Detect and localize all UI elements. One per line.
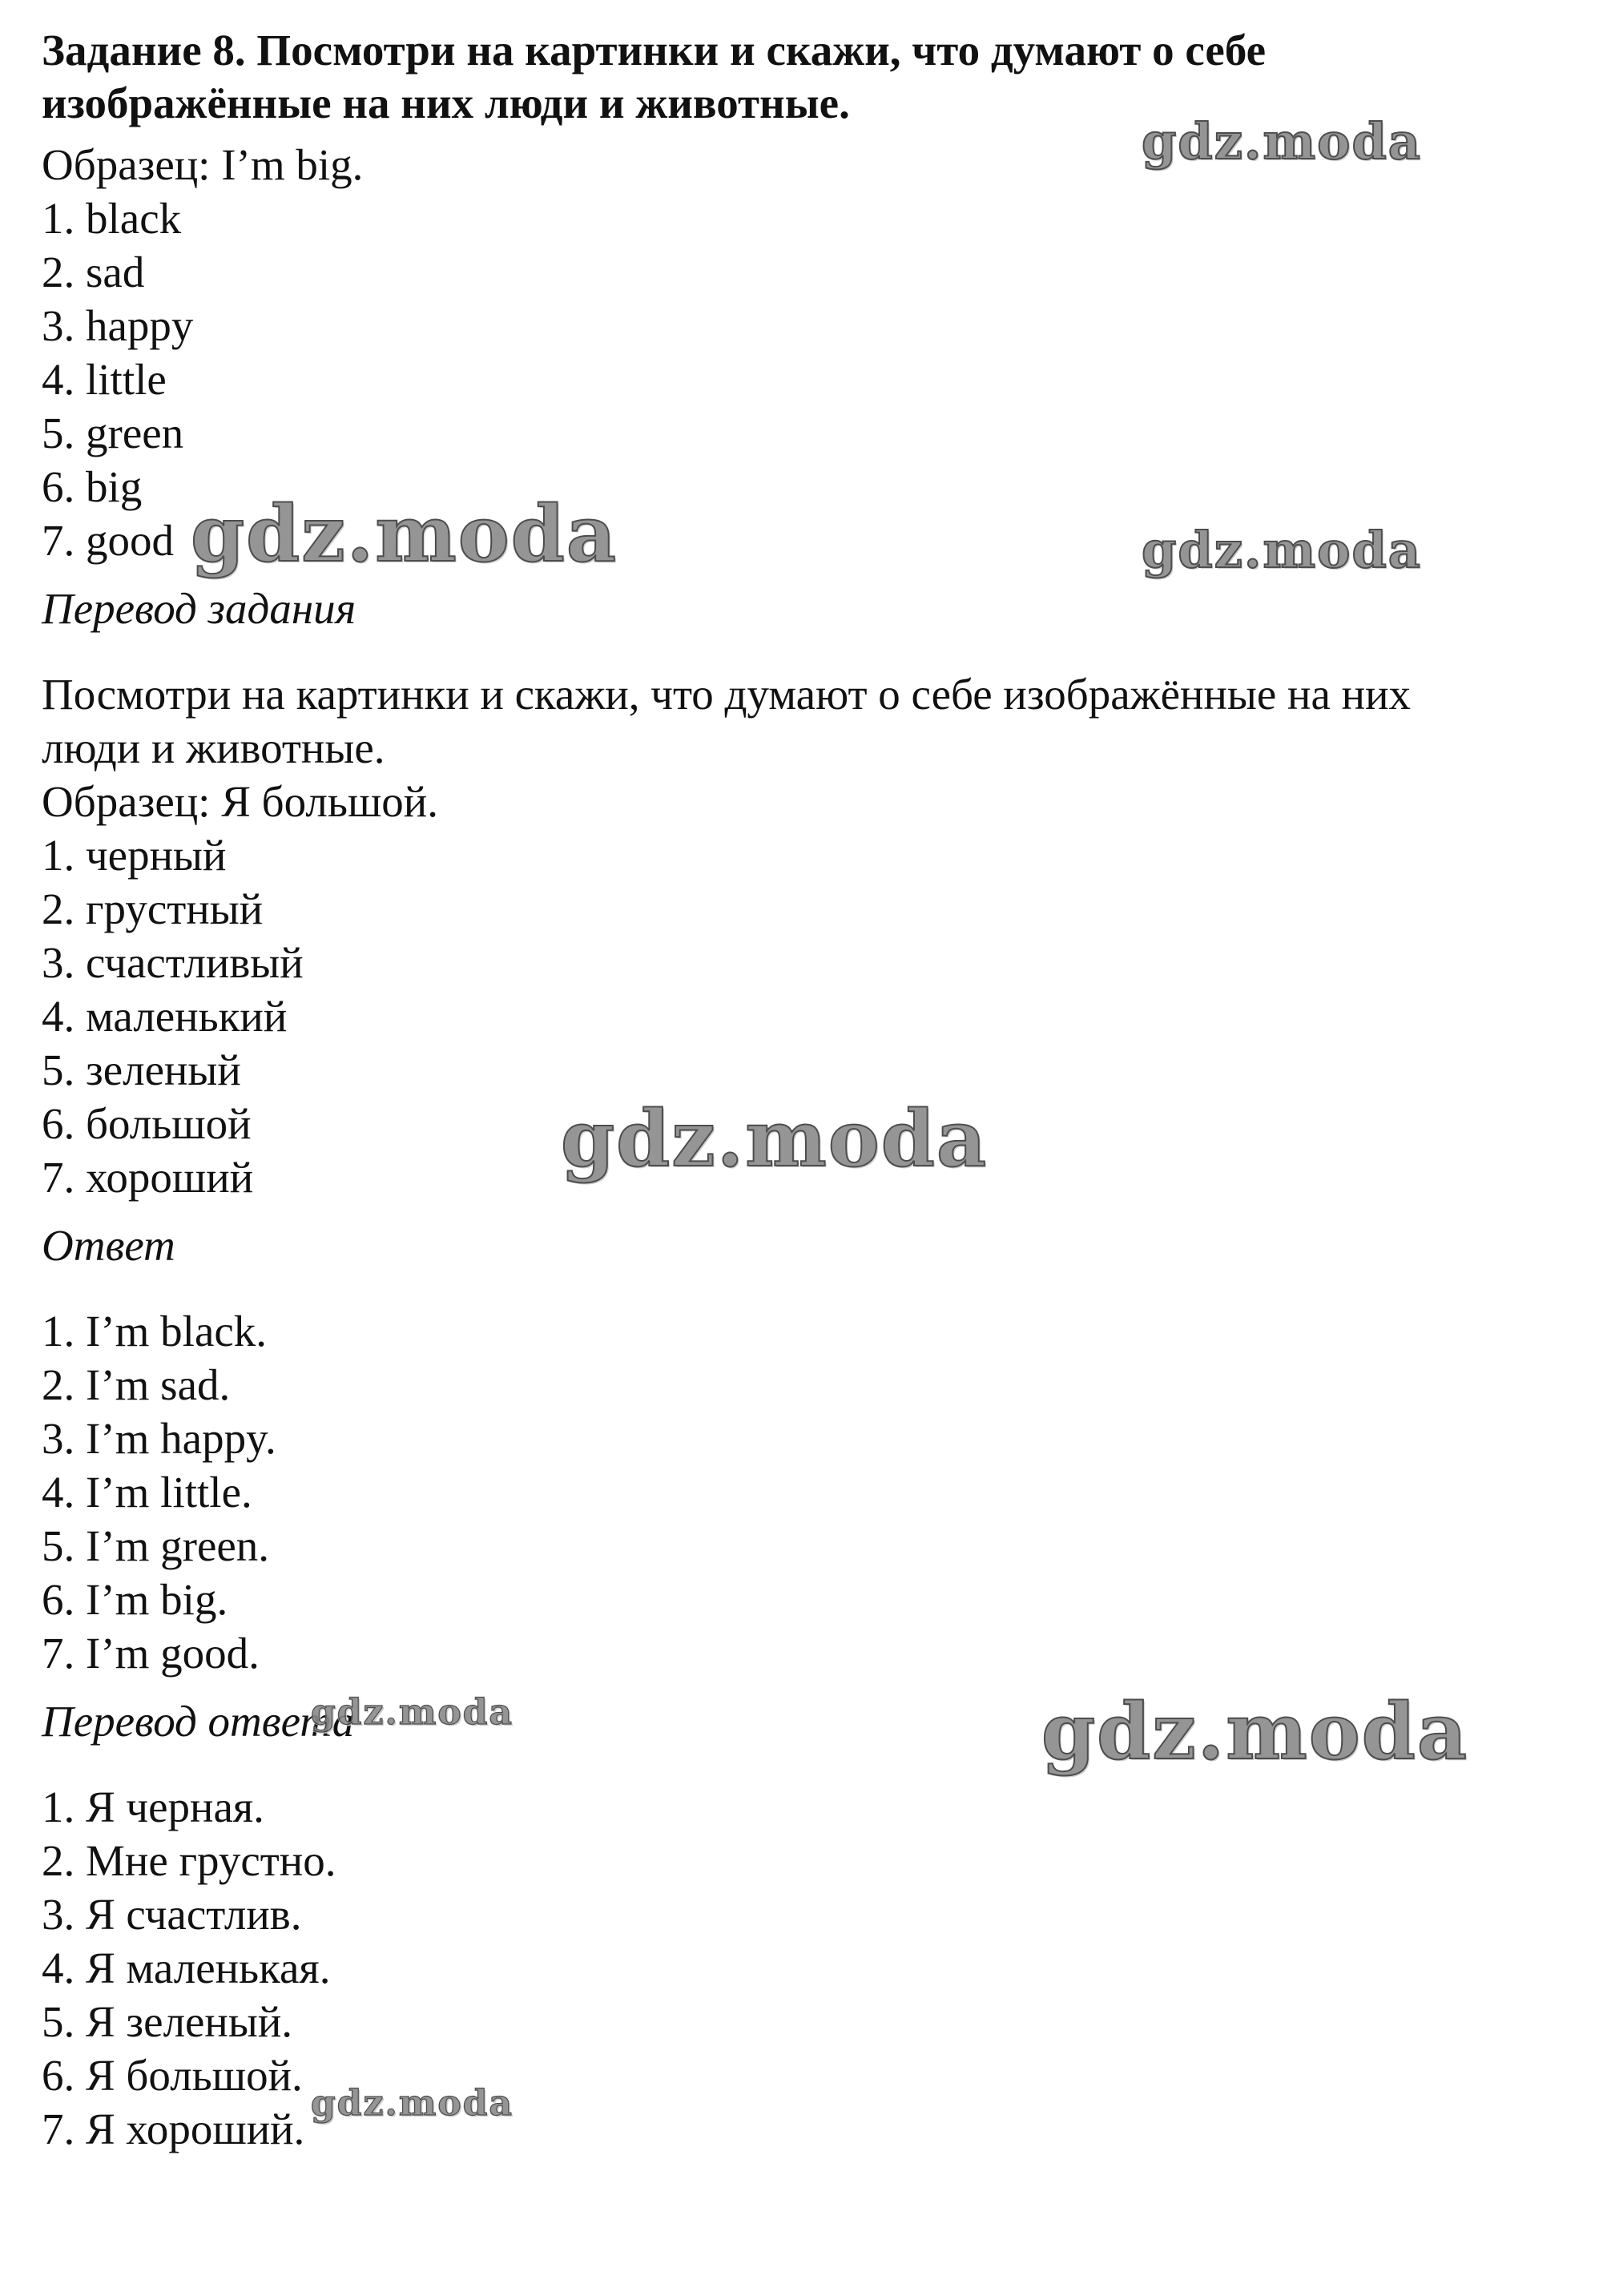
answer-item: 2. I’m sad. [42, 1360, 231, 1409]
translation-answer-item: 6. Я большой. [42, 2051, 303, 2100]
answer-item: 4. I’m little. [42, 1468, 252, 1517]
task-item: 3. happy [42, 301, 194, 350]
task-title [42, 24, 1588, 130]
task-item: 4. little [42, 355, 167, 404]
watermark: gdz.moda [1142, 521, 1422, 579]
watermark: gdz.moda [191, 489, 618, 579]
translation-item: 2. грустный [42, 884, 264, 933]
translation-task [42, 667, 1588, 1204]
translation-item: 6. большой [42, 1099, 252, 1148]
watermark: gdz.moda [1142, 112, 1422, 171]
task-item: 6. big [42, 462, 143, 511]
answer-label: Ответ [42, 1221, 175, 1270]
translation-task-text-line-1: Посмотри на картинки и скажи, что думают о себе изображённые на них [42, 670, 1412, 719]
answer-item: 1. I’m black. [42, 1307, 268, 1355]
translation-item: 7. хороший [42, 1153, 254, 1202]
translation-answer-item: 4. Я маленькая. [42, 1944, 331, 1992]
translation-item: 4. маленький [42, 992, 288, 1041]
task-item: 1. black [42, 194, 182, 243]
answer-item: 5. I’m green. [42, 1521, 270, 1570]
translation-answer-item: 7. Я хороший. [42, 2105, 305, 2153]
answer-list [42, 1304, 1588, 1680]
answer-item: 7. I’m good. [42, 1629, 260, 1678]
translation-answer-list [42, 1780, 1588, 2156]
answer-item: 3. I’m happy. [42, 1414, 276, 1463]
translation-answer-item: 1. Я черная. [42, 1782, 264, 1831]
watermark: gdz.moda [311, 2083, 514, 2124]
document-page [42, 24, 1588, 2156]
task-item: 5. green [42, 409, 184, 457]
task-item: 7. good [42, 516, 174, 565]
translation-item: 3. счастливый [42, 938, 304, 987]
translation-answer-label: Перевод ответа [42, 1697, 355, 1746]
task-example: Образец: I’m big. [42, 140, 364, 189]
task-item: 2. sad [42, 248, 145, 296]
translation-item: 1. черный [42, 831, 227, 880]
translation-item: 5. зеленый [42, 1045, 241, 1094]
task-list [42, 138, 1588, 567]
task-title-line-2: изображённые на них люди и животные. [42, 79, 850, 127]
translation-answer-item: 3. Я счастлив. [42, 1890, 302, 1939]
translation-example: Образец: Я большой. [42, 777, 438, 826]
watermark: gdz.moda [311, 1692, 514, 1733]
translation-answer-item: 2. Мне грустно. [42, 1836, 336, 1885]
translation-task-label: Перевод задания [42, 584, 356, 633]
translation-answer-item: 5. Я зеленый. [42, 1997, 293, 2046]
translation-task-text-line-2: люди и животные. [42, 723, 385, 772]
task-title-line-1: Задание 8. Посмотри на картинки и скажи, что думают о себе [42, 26, 1267, 75]
watermark: gdz.moda [1041, 1686, 1469, 1777]
answer-item: 6. I’m big. [42, 1575, 228, 1624]
watermark: gdz.moda [561, 1094, 989, 1184]
